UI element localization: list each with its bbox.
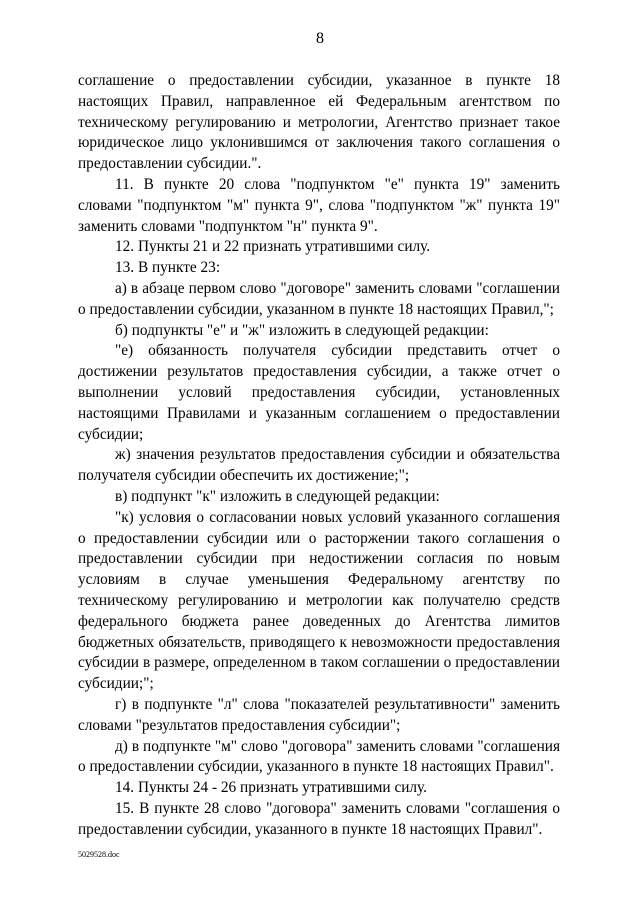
paragraph-item-13: 13. В пункте 23: bbox=[115, 259, 221, 277]
document-body bbox=[78, 71, 560, 840]
paragraph-item-13g: г) в подпункте "л" слова "показателей результативности" заменить словами "результатов предоставления субсидии"; bbox=[78, 695, 560, 734]
paragraph-item-13d: д) в подпункте "м" слово "договора" заменить словами "соглашения о предоставлении субсидии, указанного в пункте 18 настоящих Правил". bbox=[78, 737, 560, 776]
paragraph-item-13v: в) подпункт "к" изложить в следующей редакции: bbox=[115, 487, 440, 505]
paragraph-item-15: 15. В пункте 28 слово "договора" заменить словами "соглашения о предоставлении субсидии, указанного в пункте 18 настоящих Правил". bbox=[78, 799, 560, 838]
paragraph-item-12: 12. Пункты 21 и 22 признать утратившими силу. bbox=[115, 238, 431, 256]
paragraph-subitem-zh: ж) значения результатов предоставления субсидии и обязательства получателя субсидии обеспечить их достижение;"; bbox=[78, 446, 560, 485]
paragraph-subitem-k: "к) условия о согласовании новых условий указанного соглашения о предоставлении субсидии или о расторжении такого соглашения о предоставлении субсидии при недостижении согласия по новым условиям в случае уменьшения Федеральному агентству по техническому регулированию и метрологии как получателю средств федерального бюджета ранее доведенных до Агентства лимитов бюджетных обязательств, приводящего к невозможности предоставления субсидии в размере, определенном в таком соглашении о предоставлении субсидии;"; bbox=[78, 508, 560, 693]
paragraph-subitem-e: "е) обязанность получателя субсидии представить отчет о достижении результатов предоставления субсидии, а также отчет о выполнении условий предоставления субсидии, установленных настоящими Правилами и указанным соглашением о предоставлении субсидии; bbox=[78, 342, 560, 443]
paragraph-item-13b: б) подпункты "е" и "ж" изложить в следующей редакции: bbox=[115, 321, 489, 339]
page-number: 8 bbox=[316, 30, 324, 47]
paragraph-item-11: 11. В пункте 20 слова "подпунктом "е" пункта 19" заменить словами "подпунктом "м" пункта 9", слова "подпунктом "ж" пункта 19" заменить словами "подпунктом "н" пункта 9". bbox=[78, 175, 560, 235]
paragraph-item-13a: а) в абзаце первом слово "договоре" заменить словами "соглашении о предоставлении субсидии, указанном в пункте 18 настоящих Правил,"; bbox=[78, 279, 560, 318]
file-name-footer: 5029528.doc bbox=[78, 850, 120, 859]
paragraph-item-14: 14. Пункты 24 - 26 признать утратившими силу. bbox=[115, 779, 427, 797]
paragraph-continuation: соглашение о предоставлении субсидии, указанное в пункте 18 настоящих Правил, направленное ей Федеральным агентством по техническому регулированию и метрологии, Агентство признает такое юридическое лицо уклонившимся от заключения такого соглашения о предоставлении субсидии.". bbox=[78, 72, 560, 173]
